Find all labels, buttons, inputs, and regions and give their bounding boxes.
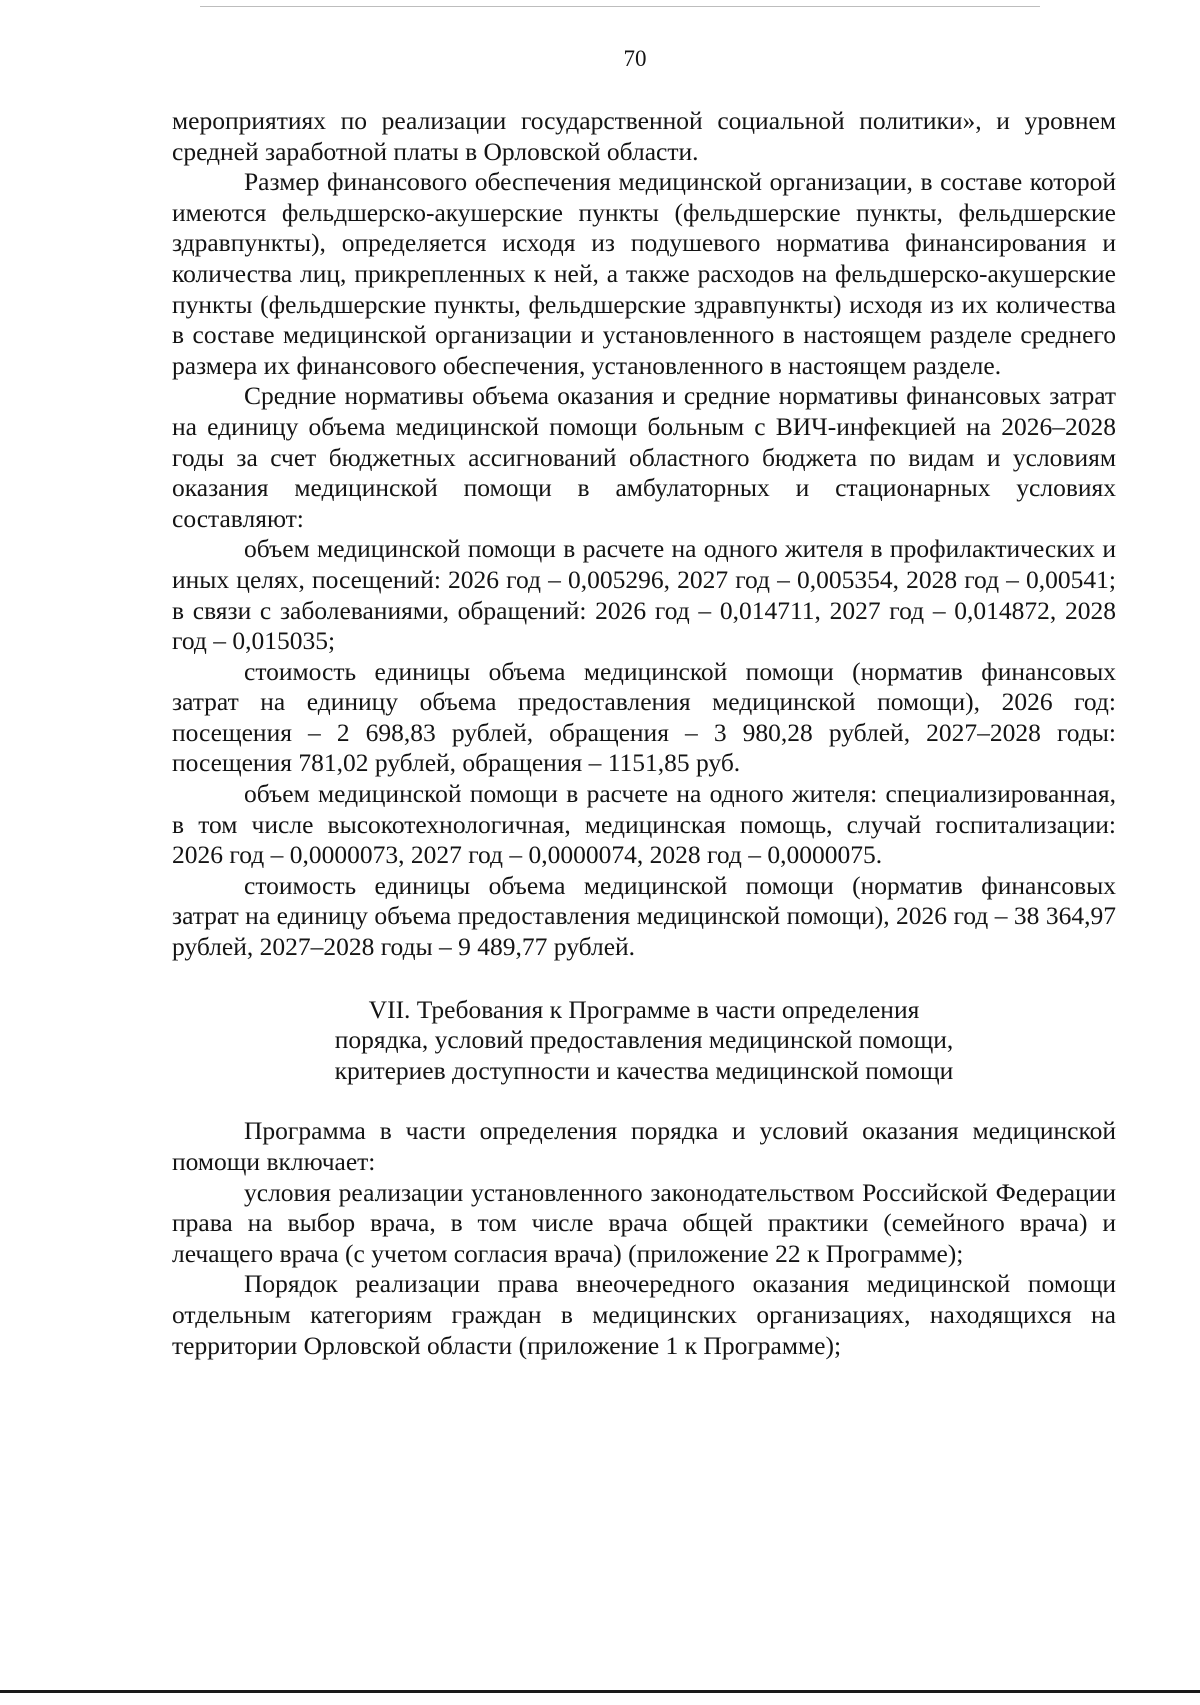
paragraph-financing-fap: Размер финансового обеспечения медицинской организации, в составе которой имеются фельдшерско-акушерские пункты (фельдшерские пункты, фельдшерские здравпункты), определяется исходя из подушевого норматива финансирования и количества лиц, прикрепленных к ней, а также расходов на фельдшерско-акушерские пункты (фельдшерские пункты, фельдшерские здравпункты) исходя из их количества в составе медицинской организации и установленного в настоящем разделе среднего размера их финансового обеспечения, установленного в настоящем разделе. bbox=[172, 167, 1116, 380]
section-heading-line: порядка, условий предоставления медицинской помощи, bbox=[334, 1025, 954, 1055]
page-number: 70 bbox=[623, 46, 647, 71]
section-heading-line: VII. Требования к Программе в части определения bbox=[368, 994, 920, 1024]
paragraph-ambulatory-volume: объем медицинской помощи в расчете на одного жителя в профилактических и иных целях, посещений: 2026 год – 0,005296, 2027 год – 0,005354, 2028 год – 0,00541; в связи с заболеваниями, обращений: 2026 год – 0,014711, 2027 год – 0,014872, 2028 год – 0,015035; bbox=[172, 534, 1116, 656]
paragraph-hiv-norms-intro: Средние нормативы объема оказания и средние нормативы финансовых затрат на единицу объема медицинской помощи больным с ВИЧ-инфекцией на 2026–2028 годы за счет бюджетных ассигнований областного бюджета по видам и условиям оказания медицинской помощи в амбулаторных и стационарных условиях составляют: bbox=[172, 381, 1116, 533]
section-heading-line: критериев доступности и качества медицинской помощи bbox=[334, 1055, 954, 1085]
paragraph-ambulatory-cost: стоимость единицы объема медицинской помощи (норматив финансовых затрат на единицу объема предоставления медицинской помощи), 2026 год: посещения – 2 698,83 рублей, обращения – 3 980,28 рублей, 2027–2028 годы: посещения 781,02 рублей, обращения – 1151,85 руб. bbox=[172, 656, 1116, 778]
document-body bbox=[172, 106, 1116, 1361]
section-heading bbox=[172, 995, 1116, 1087]
paragraph-inpatient-volume: объем медицинской помощи в расчете на одного жителя: специализированная, в том числе высокотехнологичная, медицинская помощь, случай госпитализации: 2026 год – 0,0000073, 2027 год – 0,0000074, 2028 год – 0,0000075. bbox=[172, 779, 1116, 870]
paragraph-choice-of-doctor: условия реализации установленного законодательством Российской Федерации права на выбор врача, в том числе врача общей практики (семейного врача) и лечащего врача (с учетом согласия врача) (приложение 22 к Программе); bbox=[172, 1177, 1116, 1268]
paragraph-continuation: мероприятиях по реализации государственной социальной политики», и уровнем средней заработной платы в Орловской области. bbox=[172, 106, 1116, 166]
paragraph-inpatient-cost: стоимость единицы объема медицинской помощи (норматив финансовых затрат на единицу объема предоставления медицинской помощи), 2026 год – 38 364,97 рублей, 2027–2028 годы – 9 489,77 рублей. bbox=[172, 870, 1116, 962]
paragraph-priority-care: Порядок реализации права внеочередного оказания медицинской помощи отдельным категориям граждан в медицинских организациях, находящихся на территории Орловской области (приложение 1 к Программе); bbox=[172, 1269, 1116, 1360]
scan-edge-bottom bbox=[0, 1690, 1200, 1693]
scan-edge-top bbox=[200, 6, 1040, 7]
paragraph-program-includes: Программа в части определения порядка и условий оказания медицинской помощи включает: bbox=[172, 1116, 1116, 1176]
